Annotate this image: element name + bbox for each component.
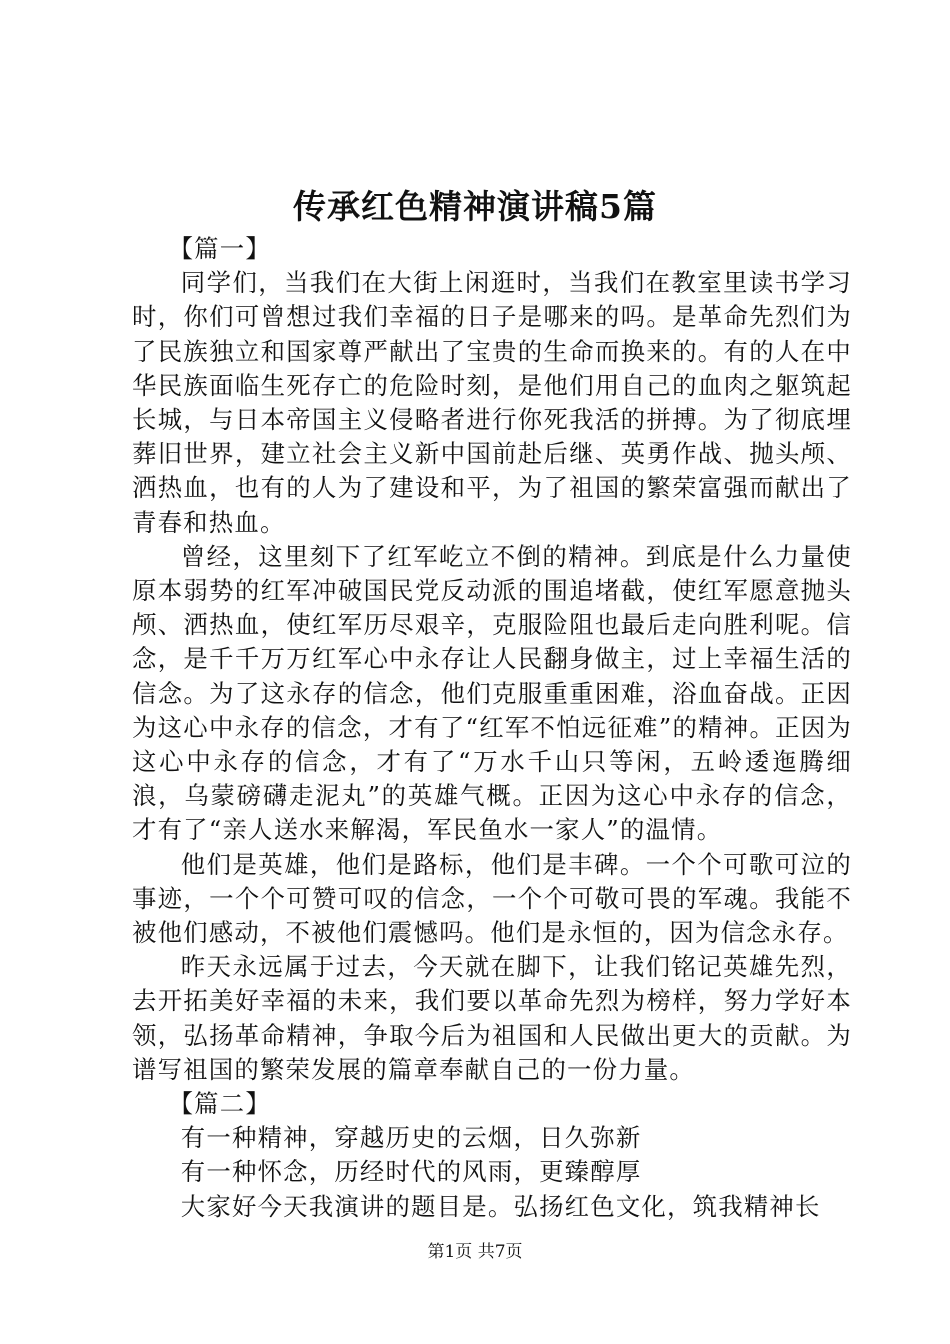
section-heading-2: 【篇二】 xyxy=(168,1089,271,1119)
page-footer: 第1页 共7页 xyxy=(427,1242,523,1262)
paragraph: 有一种怀念，历经时代的风雨，更臻醇厚 xyxy=(180,1157,642,1187)
paragraph: 同学们，当我们在大街上闲逛时，当我们在教室里读书学习时，你们可曾想过我们幸福的日子是哪来的吗。是革命先烈们为了民族独立和国家尊严献出了宝贵的生命而换来的。有的人在中华民族面临生死存亡的危险时刻，是他们用自己的血肉之躯筑起长城，与日本帝国主义侵略者进行你死我活的拼搏。为了彻底埋葬旧世界，建立社会主义新中国前赴后继、英勇作战、抛头颅、洒热血，也有的人为了建设和平，为了祖国的繁荣富强而献出了青春和热血。 xyxy=(132,268,852,537)
paragraph: 有一种精神，穿越历史的云烟，日久弥新 xyxy=(180,1123,642,1153)
paragraph: 曾经，这里刻下了红军屹立不倒的精神。到底是什么力量使原本弱势的红军冲破国民党反动派的围追堵截，使红军愿意抛头颅、洒热血，使红军历尽艰辛，克服险阻也最后走向胜利呢。信念，是千千万万红军心中永存让人民翻身做主，过上幸福生活的信念。为了这永存的信念，他们克服重重困难，浴血奋战。正因为这心中永存的信念，才有了“红军不怕远征难”的精神。正因为这心中永存的信念，才有了“万水千山只等闲，五岭逶迤腾细浪，乌蒙磅礴走泥丸”的英雄气概。正因为这心中永存的信念，才有了“亲人送水来解渴，军民鱼水一家人”的温情。 xyxy=(132,541,852,845)
document-body xyxy=(132,232,852,1224)
paragraph: 昨天永远属于过去，今天就在脚下，让我们铭记英雄先烈，去开拓美好幸福的未来，我们要以革命先烈为榜样，努力学好本领，弘扬革命精神，争取今后为祖国和人民做出更大的贡献。为谱写祖国的繁荣发展的篇章奉献自己的一份力量。 xyxy=(132,952,852,1084)
document-title: 传承红色精神演讲稿5篇 xyxy=(293,187,657,226)
paragraph: 大家好今天我演讲的题目是。弘扬红色文化，筑我精神长 xyxy=(180,1191,821,1221)
paragraph: 他们是英雄，他们是路标，他们是丰碑。一个个可歌可泣的事迹，一个个可赞可叹的信念，一个个可敬可畏的军魂。我能不被他们感动，不被他们震憾吗。他们是永恒的，因为信念永存。 xyxy=(132,849,852,948)
section-heading-1: 【篇一】 xyxy=(168,234,271,263)
